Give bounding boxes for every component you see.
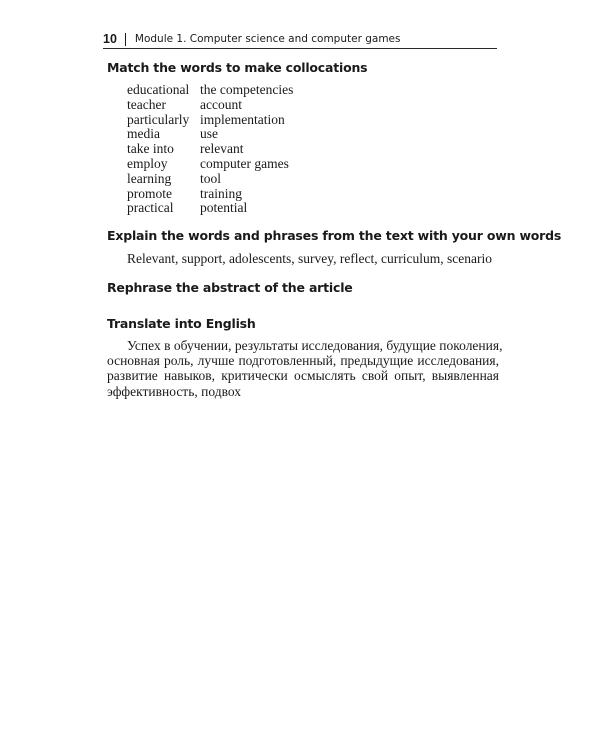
module-title: Module 1. Computer science and computer games xyxy=(134,33,401,45)
collocation-right-word: potential xyxy=(200,200,248,216)
collocation-right-word: training xyxy=(200,185,242,201)
collocation-left-word: take into xyxy=(127,141,174,157)
collocation-left-word: employ xyxy=(127,155,168,171)
collocation-row xyxy=(127,187,293,202)
header-separator xyxy=(125,33,126,46)
translate-heading: Translate into English xyxy=(107,316,256,331)
collocation-row xyxy=(127,83,293,98)
collocation-right-word: relevant xyxy=(200,141,244,157)
running-header xyxy=(103,30,497,49)
collocation-row xyxy=(127,142,293,157)
collocations-table xyxy=(127,83,293,216)
page-number: 10 xyxy=(103,32,117,46)
translate-line: развитие навыков, критически осмыслять свой опыт, выявленная xyxy=(107,368,499,384)
collocation-left-word: practical xyxy=(127,200,174,216)
translate-line: Успех в обучении, результаты исследования, будущие поколения, xyxy=(127,338,503,353)
collocation-row xyxy=(127,172,293,187)
collocation-left-word: educational xyxy=(127,82,190,97)
collocation-row xyxy=(127,127,293,142)
collocations-heading: Match the words to make collocations xyxy=(107,60,368,75)
translate-line: эффективность, подвох xyxy=(107,383,242,399)
collocation-right-word: implementation xyxy=(200,111,285,127)
collocation-left-word: promote xyxy=(127,185,172,201)
collocation-left-word: teacher xyxy=(127,96,166,112)
explain-heading: Explain the words and phrases from the text with your own words xyxy=(107,228,562,243)
collocation-right-word: computer games xyxy=(200,155,289,171)
collocation-right-word: use xyxy=(200,126,218,142)
translate-paragraph xyxy=(107,338,503,399)
collocation-row xyxy=(127,157,293,172)
collocation-row xyxy=(127,98,293,113)
collocation-left-word: particularly xyxy=(127,111,190,127)
collocation-row xyxy=(127,113,293,128)
rephrase-heading: Rephrase the abstract of the article xyxy=(107,280,353,295)
collocation-right-word: the competencies xyxy=(200,82,294,97)
translate-line: основная роль, лучше подготовленный, предыдущие исследования, xyxy=(107,353,499,369)
collocation-right-word: tool xyxy=(200,170,222,186)
explain-word-list: Relevant, support, adolescents, survey, reflect, curriculum, scenario xyxy=(127,251,492,266)
collocation-row xyxy=(127,201,293,216)
collocation-left-word: learning xyxy=(127,170,172,186)
collocation-right-word: account xyxy=(200,96,242,112)
collocation-left-word: media xyxy=(127,126,160,142)
